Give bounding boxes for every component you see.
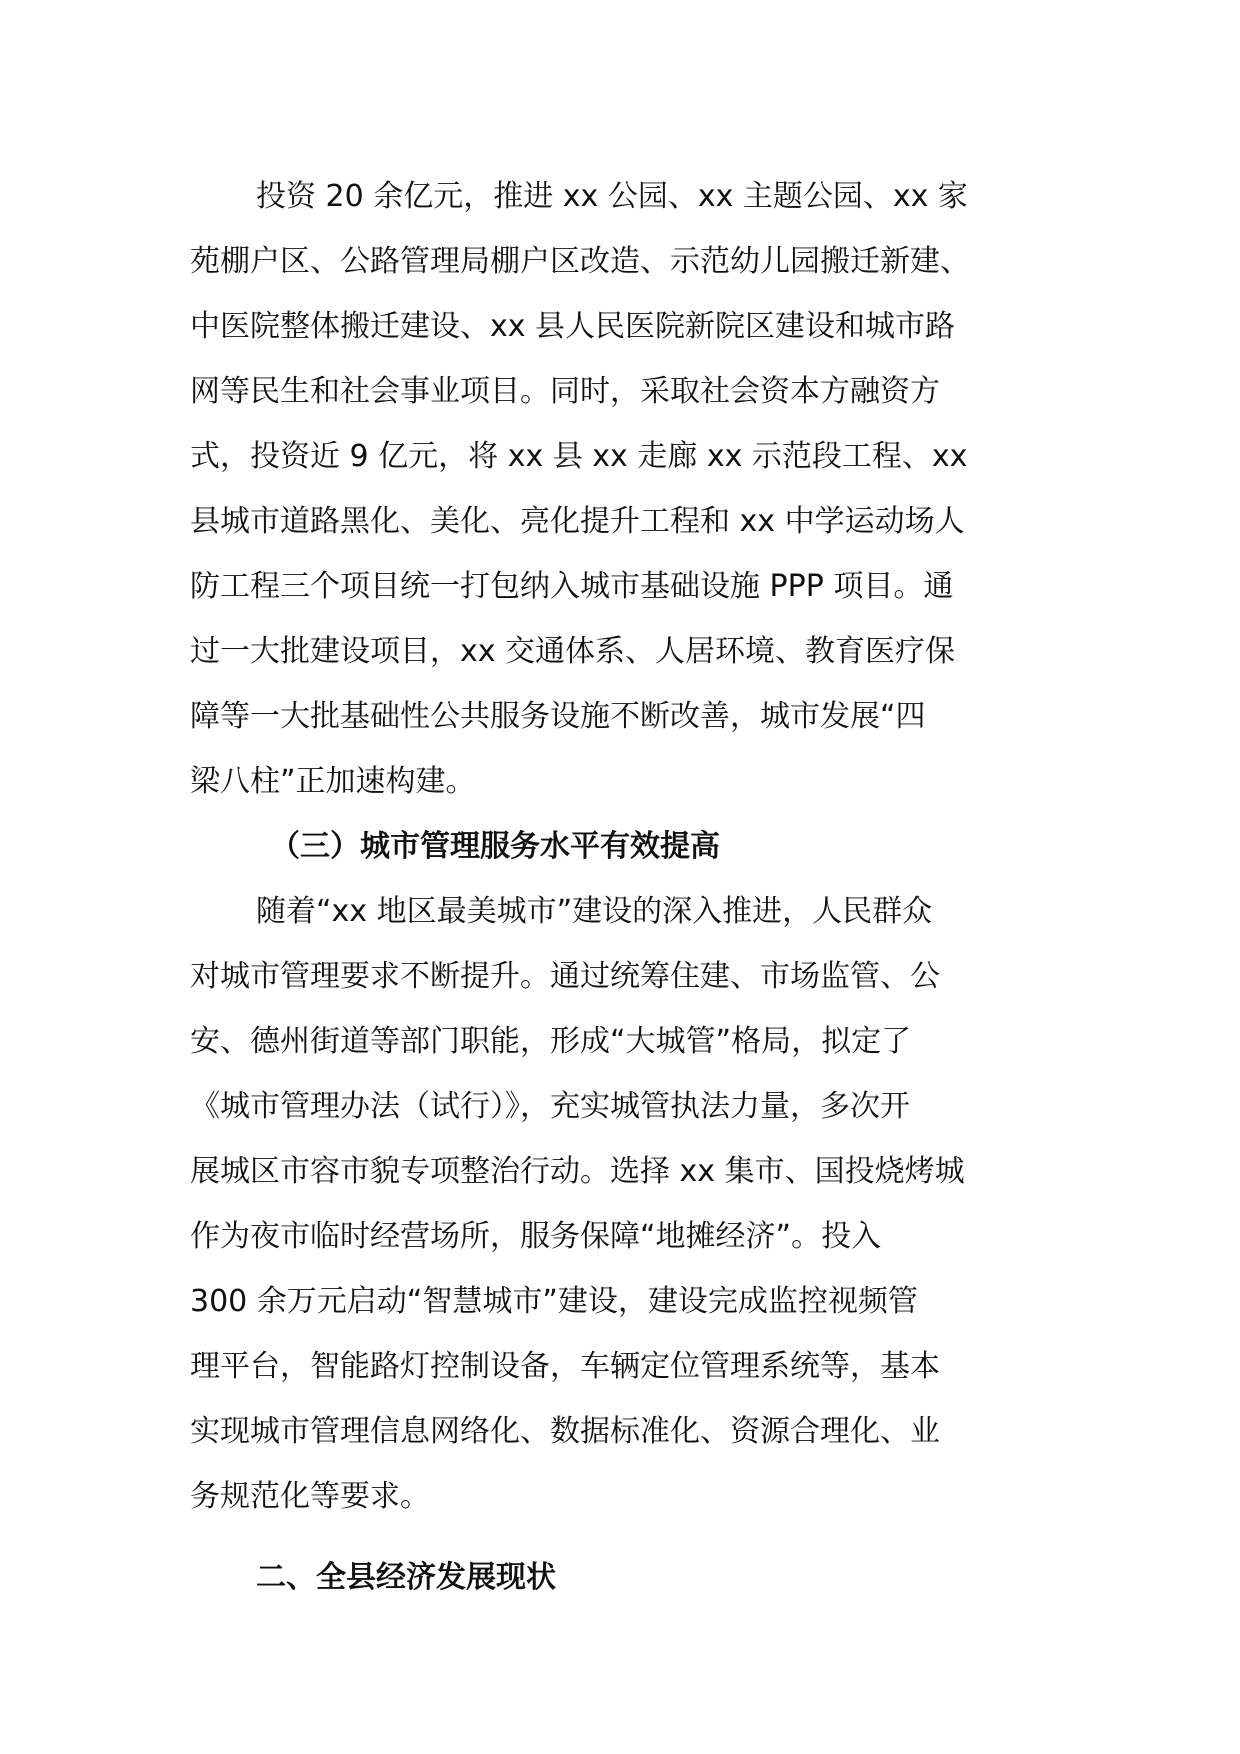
text-line: 理平台，智能路灯控制设备，车辆定位管理系统等，基本 bbox=[190, 1349, 940, 1384]
text-line: 中医院整体搬迁建设、xx 县人民医院新院区建设和城市路 bbox=[190, 309, 956, 344]
section-heading-3: （三）城市管理服务水平有效提高 bbox=[270, 829, 720, 864]
text-line: 县城市道路黑化、美化、亮化提升工程和 xx 中学运动场人 bbox=[190, 504, 965, 539]
paragraph-investment bbox=[190, 164, 1058, 814]
text-line: 投资 20 余亿元，推进 xx 公园、xx 主题公园、xx 家 bbox=[256, 179, 968, 214]
section-heading-2: 二、全县经济发展现状 bbox=[256, 1560, 556, 1595]
text-line: 作为夜市临时经营场所，服务保障“地摊经济”。投入 bbox=[190, 1219, 882, 1254]
text-line: 随着“xx 地区最美城市”建设的深入推进，人民群众 bbox=[256, 894, 933, 929]
text-line: 务规范化等要求。 bbox=[190, 1479, 430, 1514]
spacer bbox=[190, 1529, 1058, 1545]
text-line: 过一大批建设项目，xx 交通体系、人居环境、教育医疗保 bbox=[190, 634, 956, 669]
text-line: 障等一大批基础性公共服务设施不断改善，城市发展“四 bbox=[190, 699, 926, 734]
text-line: 式，投资近 9 亿元，将 xx 县 xx 走廊 xx 示范段工程、xx bbox=[190, 439, 968, 474]
text-line: 防工程三个项目统一打包纳入城市基础设施 PPP 项目。通 bbox=[190, 569, 954, 604]
text-line: 300 余万元启动“智慧城市”建设，建设完成监控视频管 bbox=[190, 1284, 918, 1319]
text-line: 《城市管理办法（试行）》，充实城管执法力量，多次开 bbox=[190, 1089, 910, 1124]
paragraph-city-management bbox=[190, 879, 1058, 1529]
text-line: 苑棚户区、公路管理局棚户区改造、示范幼儿园搬迁新建、 bbox=[190, 244, 970, 279]
document-body bbox=[190, 164, 1058, 1610]
text-line: 梁八柱”正加速构建。 bbox=[190, 764, 476, 799]
text-line: 展城区市容市貌专项整治行动。选择 xx 集市、国投烧烤城 bbox=[190, 1154, 965, 1189]
text-line: 安、德州街道等部门职能，形成“大城管”格局，拟定了 bbox=[190, 1024, 912, 1059]
text-line: 网等民生和社会事业项目。同时，采取社会资本方融资方 bbox=[190, 374, 940, 409]
text-line: 对城市管理要求不断提升。通过统筹住建、市场监管、公 bbox=[190, 959, 940, 994]
text-line: 实现城市管理信息网络化、数据标准化、资源合理化、业 bbox=[190, 1414, 940, 1449]
